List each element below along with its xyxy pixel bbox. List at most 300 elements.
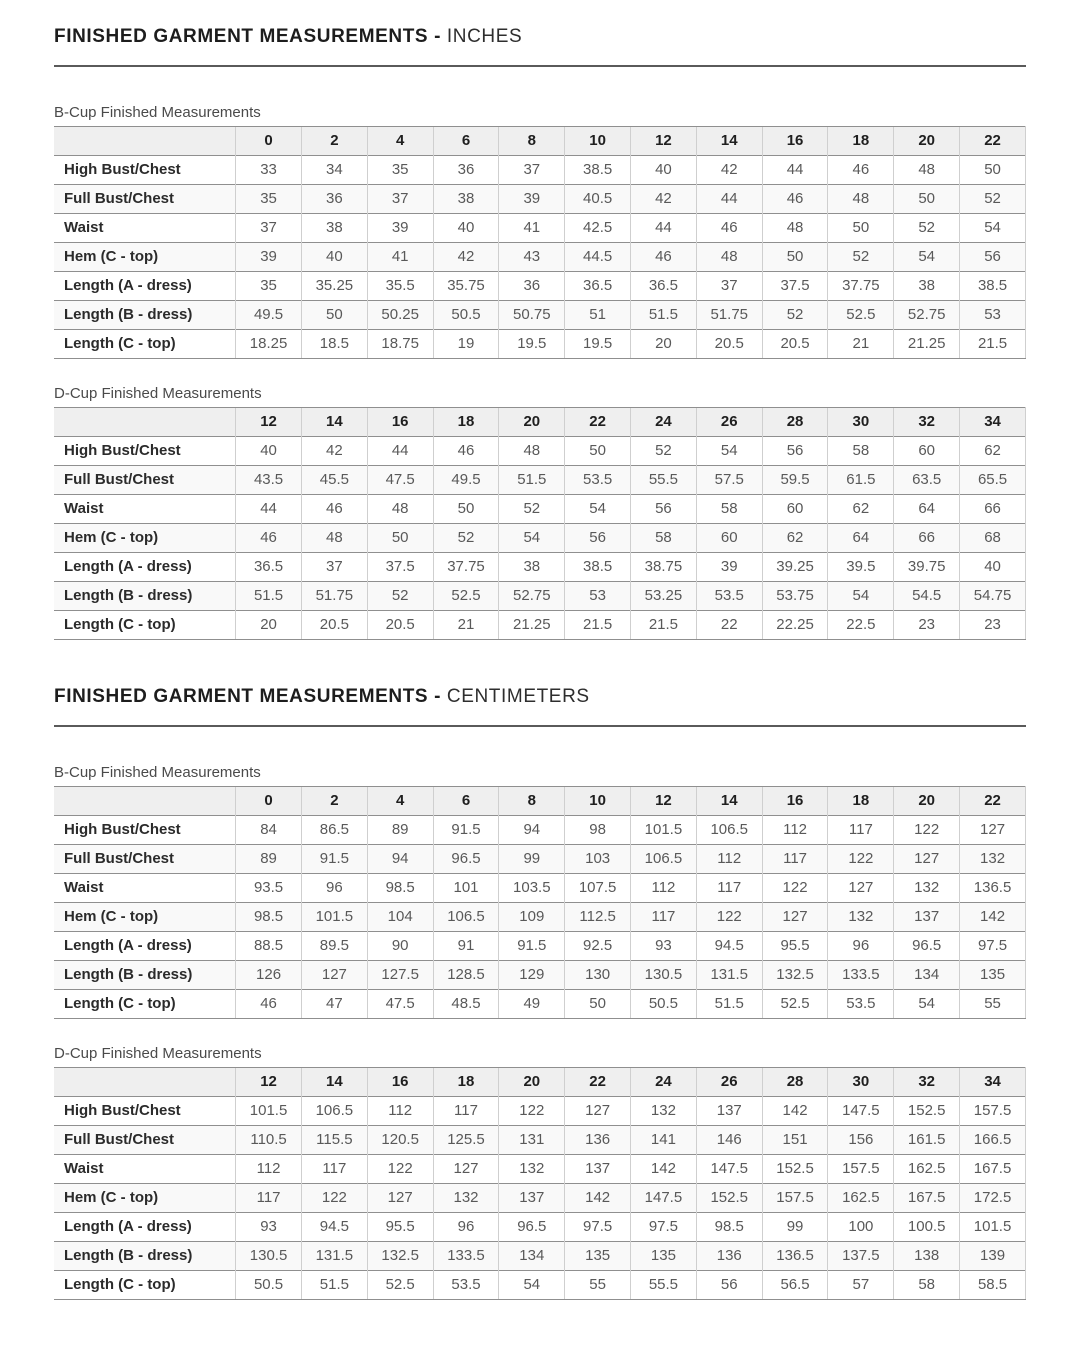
measurement-cell: 95.5	[367, 1212, 433, 1241]
measurement-cell: 122	[499, 1096, 565, 1125]
measurement-cell: 89.5	[301, 931, 367, 960]
measurement-cell: 42.5	[565, 213, 631, 242]
measurement-cell: 40.5	[565, 184, 631, 213]
measurement-cell: 66	[960, 494, 1026, 523]
measurement-cell: 137	[499, 1183, 565, 1212]
table-row	[54, 242, 1026, 271]
table-row	[54, 960, 1026, 989]
measurement-cell: 97.5	[631, 1212, 697, 1241]
measurement-cell: 127	[894, 844, 960, 873]
row-label-cell: Length (C - top)	[54, 329, 236, 358]
measurement-cell: 100.5	[894, 1212, 960, 1241]
measurement-cell: 132	[960, 844, 1026, 873]
measurement-cell: 58	[696, 494, 762, 523]
measurement-cell: 131.5	[696, 960, 762, 989]
measurement-cell: 101.5	[631, 815, 697, 844]
measurement-cell: 122	[696, 902, 762, 931]
measurement-cell: 152.5	[894, 1096, 960, 1125]
measurement-cell: 38.5	[565, 155, 631, 184]
measurement-cell: 115.5	[301, 1125, 367, 1154]
measurement-cell: 21.25	[894, 329, 960, 358]
measurement-cell: 18.25	[236, 329, 302, 358]
measurement-cell: 94	[499, 815, 565, 844]
measurement-cell: 98.5	[236, 902, 302, 931]
size-header-cell: 14	[696, 126, 762, 155]
table-block-bcup-inches	[54, 103, 1026, 359]
measurement-cell: 136.5	[762, 1241, 828, 1270]
measurement-cell: 106.5	[631, 844, 697, 873]
measurement-cell: 96	[828, 931, 894, 960]
size-header-cell: 16	[762, 126, 828, 155]
measurement-cell: 21	[828, 329, 894, 358]
size-header-cell: 26	[696, 1067, 762, 1096]
size-header-cell: 18	[828, 786, 894, 815]
section-inches	[54, 26, 1026, 640]
measurement-cell: 39	[236, 242, 302, 271]
table-row	[54, 1154, 1026, 1183]
row-label-cell: Length (C - top)	[54, 1270, 236, 1299]
measurement-cell: 142	[960, 902, 1026, 931]
measurement-cell: 131.5	[301, 1241, 367, 1270]
size-header-cell: 30	[828, 407, 894, 436]
measurement-cell: 147.5	[828, 1096, 894, 1125]
table-row	[54, 494, 1026, 523]
measurement-cell: 37	[696, 271, 762, 300]
row-label-cell: Full Bust/Chest	[54, 465, 236, 494]
measurement-cell: 44	[236, 494, 302, 523]
measurement-cell: 48	[696, 242, 762, 271]
measurement-cell: 39	[499, 184, 565, 213]
measurement-cell: 22.25	[762, 610, 828, 639]
measurement-cell: 61.5	[828, 465, 894, 494]
size-header-cell: 10	[565, 786, 631, 815]
table-row	[54, 552, 1026, 581]
measurement-cell: 51.75	[301, 581, 367, 610]
table-row	[54, 581, 1026, 610]
measurement-cell: 47.5	[367, 465, 433, 494]
measurement-cell: 42	[301, 436, 367, 465]
measurement-cell: 50	[367, 523, 433, 552]
measurement-cell: 40	[236, 436, 302, 465]
section-title-bold: FINISHED GARMENT MEASUREMENTS -	[54, 685, 441, 707]
size-header-cell: 0	[236, 786, 302, 815]
measurement-cell: 136	[565, 1125, 631, 1154]
measurement-cell: 50.75	[499, 300, 565, 329]
measurement-cell: 96	[301, 873, 367, 902]
measurement-cell: 95.5	[762, 931, 828, 960]
row-label-cell: Length (A - dress)	[54, 552, 236, 581]
measurement-cell: 93	[236, 1212, 302, 1241]
measurement-cell: 157.5	[960, 1096, 1026, 1125]
measurement-cell: 37	[499, 155, 565, 184]
measurement-cell: 56.5	[762, 1270, 828, 1299]
measurement-cell: 37.75	[828, 271, 894, 300]
measurement-cell: 35.25	[301, 271, 367, 300]
measurement-cell: 117	[762, 844, 828, 873]
measurement-cell: 52	[762, 300, 828, 329]
measurement-cell: 127	[828, 873, 894, 902]
measurement-cell: 38	[301, 213, 367, 242]
measurement-cell: 64	[894, 494, 960, 523]
row-label-cell: Full Bust/Chest	[54, 844, 236, 873]
measurement-cell: 48	[367, 494, 433, 523]
measurement-cell: 117	[236, 1183, 302, 1212]
measurement-cell: 135	[565, 1241, 631, 1270]
measurement-cell: 101	[433, 873, 499, 902]
measurement-cell: 161.5	[894, 1125, 960, 1154]
measurement-cell: 133.5	[828, 960, 894, 989]
measurement-cell: 134	[894, 960, 960, 989]
size-header-cell: 14	[696, 786, 762, 815]
size-header-cell: 34	[960, 407, 1026, 436]
measurement-cell: 41	[499, 213, 565, 242]
size-header-cell: 14	[301, 1067, 367, 1096]
measurement-cell: 21.5	[631, 610, 697, 639]
measurement-cell: 50	[762, 242, 828, 271]
measurement-cell: 127	[301, 960, 367, 989]
measurement-cell: 48	[499, 436, 565, 465]
measurement-cell: 48	[301, 523, 367, 552]
measurement-cell: 51.5	[236, 581, 302, 610]
measurement-cell: 23	[894, 610, 960, 639]
measurement-cell: 172.5	[960, 1183, 1026, 1212]
row-label-cell: Full Bust/Chest	[54, 1125, 236, 1154]
measurement-cell: 157.5	[828, 1154, 894, 1183]
size-header-cell: 6	[433, 786, 499, 815]
section-centimeters	[54, 686, 1026, 1300]
measurement-cell: 41	[367, 242, 433, 271]
d-cup-inches-table	[54, 407, 1026, 640]
measurement-cell: 103.5	[499, 873, 565, 902]
measurement-cell: 51.5	[499, 465, 565, 494]
measurement-cell: 59.5	[762, 465, 828, 494]
measurement-cell: 50	[828, 213, 894, 242]
measurement-cell: 103	[565, 844, 631, 873]
measurement-cell: 98.5	[367, 873, 433, 902]
measurement-cell: 110.5	[236, 1125, 302, 1154]
measurement-cell: 89	[367, 815, 433, 844]
measurement-cell: 50	[960, 155, 1026, 184]
measurement-cell: 130.5	[236, 1241, 302, 1270]
size-header-cell: 20	[499, 1067, 565, 1096]
measurement-cell: 91.5	[301, 844, 367, 873]
size-header-cell: 18	[433, 407, 499, 436]
measurement-cell: 101.5	[236, 1096, 302, 1125]
measurement-cell: 52	[960, 184, 1026, 213]
measurement-cell: 54	[894, 989, 960, 1018]
measurement-cell: 135	[960, 960, 1026, 989]
row-label-cell: High Bust/Chest	[54, 436, 236, 465]
measurement-cell: 52	[631, 436, 697, 465]
title-divider	[54, 65, 1026, 67]
measurement-cell: 54.5	[894, 581, 960, 610]
row-label-cell: Hem (C - top)	[54, 523, 236, 552]
table-row	[54, 610, 1026, 639]
measurement-cell: 20.5	[301, 610, 367, 639]
measurement-cell: 37.5	[367, 552, 433, 581]
measurement-cell: 53.5	[828, 989, 894, 1018]
measurement-cell: 57	[828, 1270, 894, 1299]
measurement-cell: 37	[301, 552, 367, 581]
measurement-cell: 112	[696, 844, 762, 873]
measurement-cell: 53.5	[696, 581, 762, 610]
row-label-cell: Waist	[54, 873, 236, 902]
measurement-cell: 20.5	[762, 329, 828, 358]
size-header-cell: 18	[433, 1067, 499, 1096]
measurement-cell: 40	[301, 242, 367, 271]
measurement-cell: 50	[565, 989, 631, 1018]
table-row	[54, 271, 1026, 300]
size-header-cell: 16	[762, 786, 828, 815]
measurement-cell: 49.5	[433, 465, 499, 494]
measurement-cell: 131	[499, 1125, 565, 1154]
measurement-cell: 44.5	[565, 242, 631, 271]
size-header-cell: 0	[236, 126, 302, 155]
measurement-cell: 127	[762, 902, 828, 931]
measurement-cell: 151	[762, 1125, 828, 1154]
measurement-cell: 51	[565, 300, 631, 329]
measurement-cell: 156	[828, 1125, 894, 1154]
measurement-cell: 62	[960, 436, 1026, 465]
measurement-cell: 46	[301, 494, 367, 523]
measurement-cell: 58	[828, 436, 894, 465]
measurement-cell: 50	[565, 436, 631, 465]
measurement-cell: 60	[894, 436, 960, 465]
measurement-cell: 20	[236, 610, 302, 639]
measurement-cell: 19	[433, 329, 499, 358]
size-header-cell: 18	[828, 126, 894, 155]
measurement-cell: 98	[565, 815, 631, 844]
measurement-cell: 142	[762, 1096, 828, 1125]
table-row	[54, 931, 1026, 960]
measurement-cell: 106.5	[696, 815, 762, 844]
measurement-cell: 20.5	[696, 329, 762, 358]
measurement-cell: 137	[565, 1154, 631, 1183]
table-row	[54, 815, 1026, 844]
measurement-cell: 117	[828, 815, 894, 844]
measurement-cell: 52.5	[762, 989, 828, 1018]
measurement-cell: 38	[894, 271, 960, 300]
size-header-cell: 2	[301, 126, 367, 155]
table-block-bcup-cm	[54, 763, 1026, 1019]
measurement-cell: 44	[367, 436, 433, 465]
measurement-cell: 51.75	[696, 300, 762, 329]
measurement-cell: 48.5	[433, 989, 499, 1018]
measurement-cell: 53.5	[565, 465, 631, 494]
table-caption: D-Cup Finished Measurements	[54, 1044, 262, 1062]
measurement-cell: 18.75	[367, 329, 433, 358]
table-row	[54, 989, 1026, 1018]
table-row	[54, 1096, 1026, 1125]
table-caption: B-Cup Finished Measurements	[54, 103, 261, 121]
measurement-cell: 48	[762, 213, 828, 242]
measurement-cell: 23	[960, 610, 1026, 639]
measurement-cell: 120.5	[367, 1125, 433, 1154]
table-row	[54, 523, 1026, 552]
measurement-cell: 100	[828, 1212, 894, 1241]
measurement-cell: 132	[828, 902, 894, 931]
size-header-cell: 12	[631, 786, 697, 815]
measurement-cell: 60	[762, 494, 828, 523]
measurement-cell: 52.75	[499, 581, 565, 610]
size-header-cell: 30	[828, 1067, 894, 1096]
measurement-cell: 96.5	[894, 931, 960, 960]
measurement-cell: 49.5	[236, 300, 302, 329]
measurement-cell: 50	[433, 494, 499, 523]
measurement-cell: 46	[236, 989, 302, 1018]
measurement-cell: 34	[301, 155, 367, 184]
measurement-cell: 133.5	[433, 1241, 499, 1270]
measurement-cell: 91.5	[433, 815, 499, 844]
measurement-cell: 141	[631, 1125, 697, 1154]
row-label-cell: Waist	[54, 1154, 236, 1183]
size-header-cell: 12	[236, 1067, 302, 1096]
measurement-cell: 52.5	[367, 1270, 433, 1299]
measurement-cell: 122	[828, 844, 894, 873]
table-row	[54, 1270, 1026, 1299]
measurement-cell: 44	[762, 155, 828, 184]
section-title-unit: INCHES	[446, 26, 523, 47]
measurement-cell: 35	[236, 271, 302, 300]
measurement-cell: 38.75	[631, 552, 697, 581]
measurement-cell: 58	[894, 1270, 960, 1299]
measurement-cell: 112.5	[565, 902, 631, 931]
measurement-cell: 33	[236, 155, 302, 184]
measurement-cell: 46	[631, 242, 697, 271]
corner-cell	[54, 1067, 236, 1096]
measurement-cell: 21.25	[499, 610, 565, 639]
measurement-cell: 38	[499, 552, 565, 581]
measurement-cell: 52	[499, 494, 565, 523]
measurement-cell: 130.5	[631, 960, 697, 989]
size-header-cell: 22	[960, 786, 1026, 815]
measurement-cell: 43	[499, 242, 565, 271]
measurement-cell: 117	[433, 1096, 499, 1125]
table-block-dcup-cm	[54, 1044, 1026, 1300]
size-header-cell: 34	[960, 1067, 1026, 1096]
measurement-cell: 55	[960, 989, 1026, 1018]
corner-cell	[54, 126, 236, 155]
measurement-cell: 93	[631, 931, 697, 960]
table-row	[54, 329, 1026, 358]
b-cup-cm-table	[54, 786, 1026, 1019]
measurement-cell: 21	[433, 610, 499, 639]
measurement-cell: 142	[565, 1183, 631, 1212]
measurement-cell: 112	[236, 1154, 302, 1183]
measurement-cell: 107.5	[565, 873, 631, 902]
measurement-cell: 98.5	[696, 1212, 762, 1241]
measurement-cell: 56	[960, 242, 1026, 271]
measurement-cell: 40	[631, 155, 697, 184]
measurement-cell: 94	[367, 844, 433, 873]
measurement-cell: 122	[894, 815, 960, 844]
measurement-cell: 52.75	[894, 300, 960, 329]
title-divider	[54, 725, 1026, 727]
measurement-cell: 132	[499, 1154, 565, 1183]
measurement-cell: 37.75	[433, 552, 499, 581]
section-title-inches	[54, 26, 1026, 49]
measurement-cell: 134	[499, 1241, 565, 1270]
measurement-cell: 94.5	[301, 1212, 367, 1241]
size-header-cell: 26	[696, 407, 762, 436]
table-header-row	[54, 407, 1026, 436]
table-row	[54, 1125, 1026, 1154]
measurement-cell: 52	[433, 523, 499, 552]
measurement-cell: 52	[367, 581, 433, 610]
measurement-cell: 101.5	[960, 1212, 1026, 1241]
measurement-cell: 132.5	[762, 960, 828, 989]
measurement-cell: 42	[433, 242, 499, 271]
size-header-cell: 8	[499, 126, 565, 155]
measurement-cell: 142	[631, 1154, 697, 1183]
measurement-cell: 147.5	[696, 1154, 762, 1183]
size-header-cell: 28	[762, 407, 828, 436]
size-header-cell: 32	[894, 1067, 960, 1096]
measurement-cell: 42	[696, 155, 762, 184]
measurement-cell: 152.5	[696, 1183, 762, 1212]
measurement-cell: 58.5	[960, 1270, 1026, 1299]
measurement-cell: 49	[499, 989, 565, 1018]
row-label-cell: Length (C - top)	[54, 610, 236, 639]
table-row	[54, 155, 1026, 184]
measurement-cell: 50	[894, 184, 960, 213]
measurement-cell: 112	[762, 815, 828, 844]
measurement-cell: 36	[433, 155, 499, 184]
size-chart-page	[54, 26, 1026, 1300]
measurement-cell: 39	[367, 213, 433, 242]
section-title-centimeters	[54, 686, 1026, 709]
measurement-cell: 52	[894, 213, 960, 242]
table-caption: B-Cup Finished Measurements	[54, 763, 261, 781]
measurement-cell: 54	[960, 213, 1026, 242]
measurement-cell: 54	[894, 242, 960, 271]
measurement-cell: 68	[960, 523, 1026, 552]
measurement-cell: 136	[696, 1241, 762, 1270]
measurement-cell: 117	[301, 1154, 367, 1183]
measurement-cell: 56	[762, 436, 828, 465]
measurement-cell: 90	[367, 931, 433, 960]
size-header-cell: 6	[433, 126, 499, 155]
measurement-cell: 43.5	[236, 465, 302, 494]
section-title-unit: CENTIMETERS	[446, 685, 590, 707]
measurement-cell: 125.5	[433, 1125, 499, 1154]
size-header-cell: 24	[631, 1067, 697, 1096]
measurement-cell: 86.5	[301, 815, 367, 844]
measurement-cell: 135	[631, 1241, 697, 1270]
corner-cell	[54, 786, 236, 815]
measurement-cell: 54	[696, 436, 762, 465]
measurement-cell: 51.5	[301, 1270, 367, 1299]
table-row	[54, 213, 1026, 242]
measurement-cell: 96.5	[499, 1212, 565, 1241]
measurement-cell: 122	[301, 1183, 367, 1212]
measurement-cell: 132.5	[367, 1241, 433, 1270]
measurement-cell: 39.75	[894, 552, 960, 581]
measurement-cell: 64	[828, 523, 894, 552]
measurement-cell: 48	[828, 184, 894, 213]
measurement-cell: 122	[367, 1154, 433, 1183]
measurement-cell: 55.5	[631, 465, 697, 494]
measurement-cell: 52.5	[433, 581, 499, 610]
table-row	[54, 184, 1026, 213]
row-label-cell: High Bust/Chest	[54, 815, 236, 844]
size-header-cell: 28	[762, 1067, 828, 1096]
measurement-cell: 167.5	[960, 1154, 1026, 1183]
measurement-cell: 35.5	[367, 271, 433, 300]
measurement-cell: 56	[696, 1270, 762, 1299]
measurement-cell: 104	[367, 902, 433, 931]
table-header-row	[54, 786, 1026, 815]
